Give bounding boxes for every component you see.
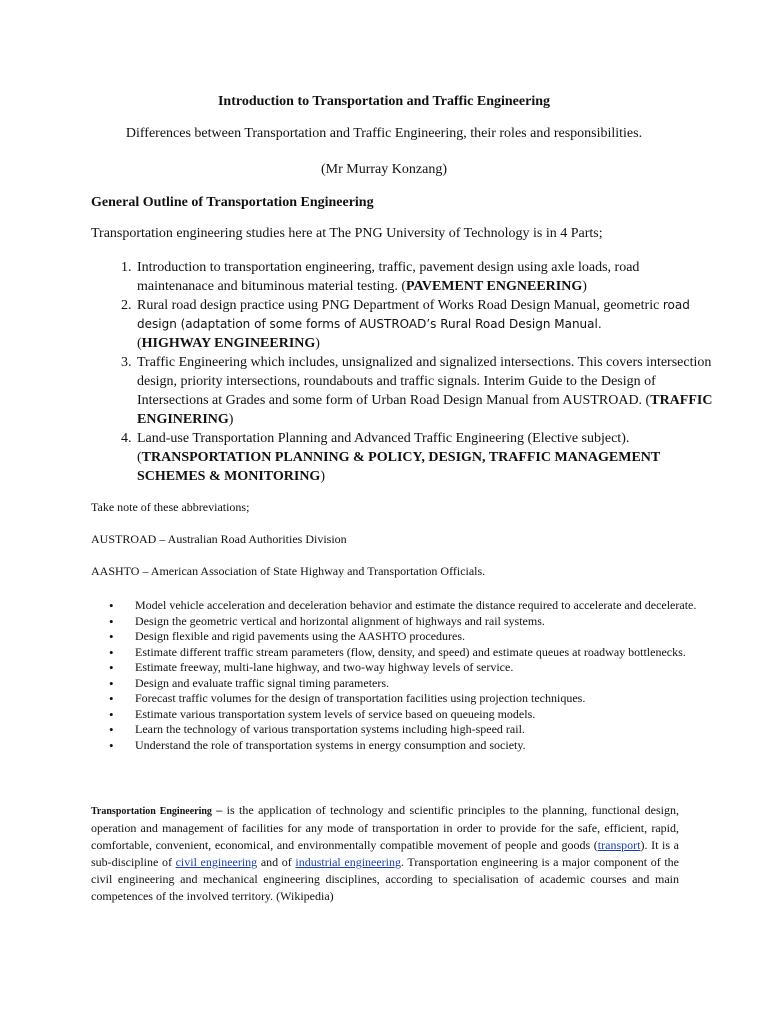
- list-item: [135, 353, 715, 429]
- part-text: Rural road design practice using PNG Department of Works Road Design Manual, geometric: [137, 298, 660, 313]
- definition-paragraph: [91, 802, 679, 905]
- definition-text: is the application of technology and scientific principles to the planning, functional design, operation and management of facilities for any mode of transportation in order to provide for the safe, efficient, rapid, comfortable, convenient, economical, and environmentally compatible movement of people and goods (: [91, 803, 680, 852]
- part-bold: PAVEMENT ENGNEERING: [406, 279, 583, 294]
- list-item: • Estimate various transportation system levels of service based on queueing models.: [135, 707, 723, 723]
- list-item: • Model vehicle acceleration and deceleration behavior and estimate the distance required to accelerate and decelerate.: [135, 598, 723, 614]
- part-close: ): [315, 336, 320, 351]
- definition-text: . Transportation engineering is a major component of the civil engineering and mechanical engineering disciplines, according to specialisation of academic courses and main competences of the involved territory. (Wikipedia): [91, 855, 679, 903]
- list-item: • Design the geometric vertical and horizontal alignment of highways and rail systems.: [135, 614, 723, 630]
- part-text: Traffic Engineering which includes, unsignalized and signalized intersections. This covers intersection design, priority intersections, roundabouts and traffic signals. Interim Guide to the Design of Intersections at Grades and some form of Urban Road Design Manual from AUSTROAD. (: [137, 355, 712, 408]
- part-close: ): [320, 469, 325, 484]
- list-item: [135, 429, 715, 486]
- skills-list: [91, 598, 723, 753]
- transport-link[interactable]: transport: [597, 838, 641, 852]
- author-line: (Mr Murray Konzang): [321, 162, 447, 177]
- part-text: Introduction to transportation engineering, traffic, pavement design using axle loads, road maintenanace and bituminous material testing. (: [137, 260, 640, 294]
- list-item: • Estimate freeway, multi-lane highway, and two-way highway levels of service.: [135, 660, 723, 676]
- document-title: Introduction to Transportation and Traffic Engineering: [217, 94, 550, 109]
- definition-text: ). It is a sub-discipline of: [91, 838, 680, 869]
- definition-text: and of: [257, 855, 296, 869]
- list-item: • Design and evaluate traffic signal timing parameters.: [135, 676, 723, 692]
- part-bold: TRAFFIC ENGINERING: [137, 393, 713, 427]
- section-heading: General Outline of Transportation Engineering: [91, 195, 374, 210]
- part-open: (: [137, 336, 142, 351]
- abbreviation-aashto: AASHTO – American Association of State Highway and Transportation Officials.: [91, 564, 486, 578]
- part-snippet: road design (adaptation of some forms of AUSTROAD’s Rural Road Design Manual.: [137, 298, 690, 331]
- civil-engineering-link[interactable]: civil engineering: [175, 855, 258, 869]
- part-bold: HIGHWAY ENGINEERING: [141, 336, 316, 351]
- abbreviations-note: Take note of these abbreviations;: [91, 500, 250, 514]
- part-close: ): [582, 279, 587, 294]
- list-item: • Understand the role of transportation systems in energy consumption and society.: [135, 738, 723, 754]
- list-item: • Design flexible and rigid pavements using the AASHTO procedures.: [135, 629, 723, 645]
- list-item: • Learn the technology of various transportation systems including high-speed rail.: [135, 722, 723, 738]
- definition-dash: –: [211, 803, 227, 817]
- list-item: • Estimate different traffic stream parameters (flow, density, and speed) and estimate queues at roadway bottlenecks.: [135, 645, 723, 661]
- intro-paragraph: Transportation engineering studies here at The PNG University of Technology is in 4 Parts;: [91, 226, 603, 241]
- abbreviation-austroad: AUSTROAD – Australian Road Authorities Division: [91, 532, 347, 546]
- part-bold: TRANSPORTATION PLANNING & POLICY, DESIGN, TRAFFIC MANAGEMENT SCHEMES & MONITORING: [137, 450, 661, 484]
- list-item: [135, 296, 715, 353]
- list-item: [135, 258, 715, 296]
- part-text: Land-use Transportation Planning and Advanced Traffic Engineering (Elective subject). (: [137, 431, 630, 465]
- parts-list: [91, 258, 715, 486]
- document-subtitle: Differences between Transportation and Traffic Engineering, their roles and responsibilities.: [125, 126, 643, 141]
- part-close: ): [228, 412, 234, 427]
- definition-term: Transportation Engineering: [91, 806, 212, 817]
- list-item: • Forecast traffic volumes for the design of transportation facilities using projection techniques.: [135, 691, 723, 707]
- industrial-engineering-link[interactable]: industrial engineering: [295, 855, 402, 869]
